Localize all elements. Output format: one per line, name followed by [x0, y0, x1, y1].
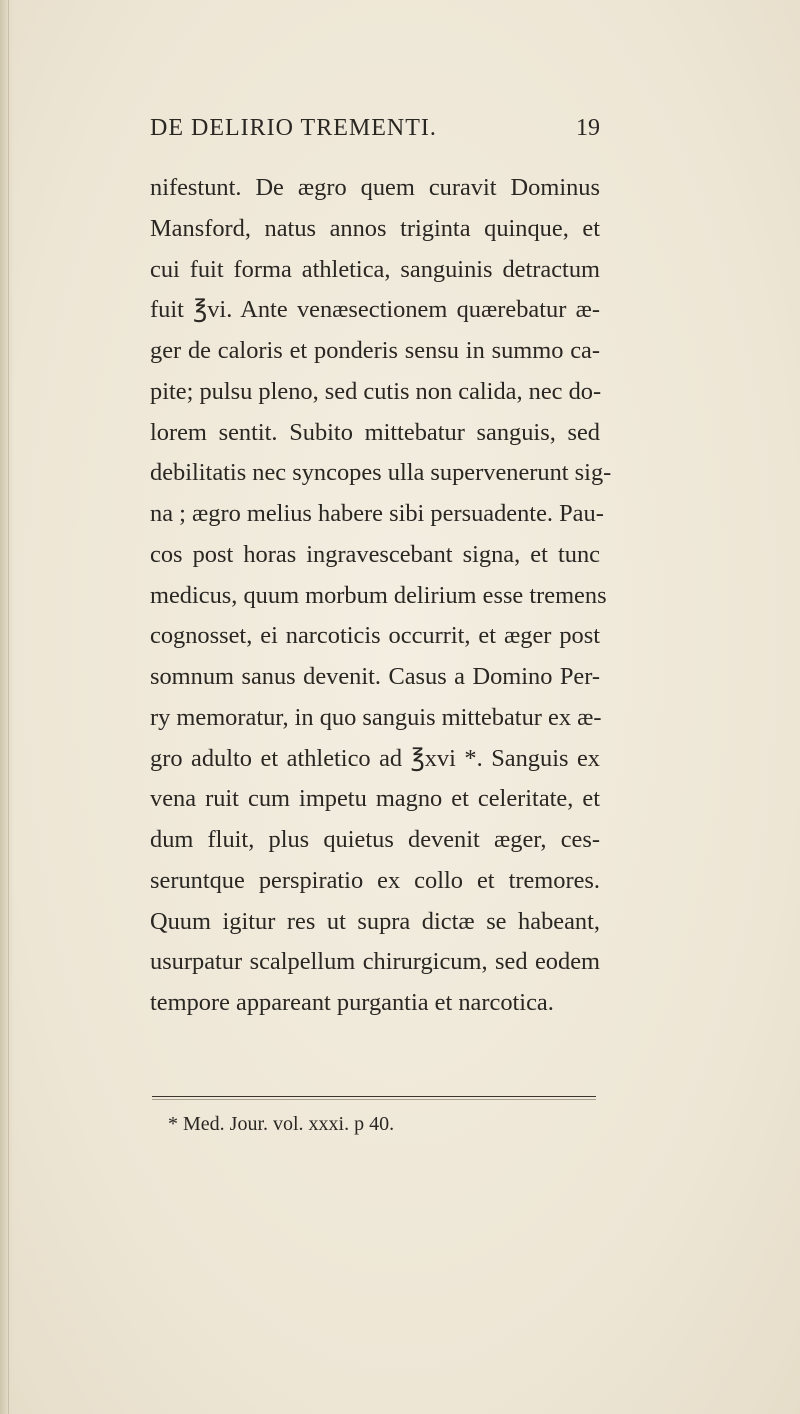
text-line: ger de caloris et ponderis sensu in summo ca-: [150, 337, 600, 364]
text-line: cognosset, ei narcoticis occurrit, et æger post: [150, 622, 600, 650]
text-line: vena ruit cum impetu magno et celeritate, et: [150, 785, 600, 813]
text-line: fuit ℥vi. Ante venæsectionem quærebatur æ-: [150, 296, 600, 324]
footnote-rule-shadow: [152, 1099, 596, 1100]
body-paragraph: [150, 168, 612, 1024]
text-line: gro adulto et athletico ad ℥xvi *. Sanguis ex: [150, 744, 600, 772]
page-gutter-edge: [8, 0, 9, 1414]
text-line: cui fuit forma athletica, sanguinis detractum: [150, 255, 600, 283]
text-line: cos post horas ingravescebant signa, et tunc: [150, 540, 600, 568]
page-number: 19: [576, 115, 600, 141]
text-line: somnum sanus devenit. Casus a Domino Per-: [150, 663, 600, 690]
text-line: nifestunt. De ægro quem curavit Dominus: [150, 174, 600, 201]
page-gutter-shadow: [0, 0, 14, 1414]
text-line: lorem sentit. Subito mittebatur sanguis, sed: [150, 418, 600, 446]
footnote: * Med. Jour. vol. xxxi. p 40.: [168, 1113, 395, 1135]
text-line: ry memoratur, in quo sanguis mittebatur ex æ-: [150, 703, 602, 731]
text-line: dum fluit, plus quietus devenit æger, ces-: [150, 826, 600, 853]
text-line: na ; ægro melius habere sibi persuadente. Pau-: [150, 500, 604, 527]
running-head-title: DE DELIRIO TREMENTI.: [150, 115, 437, 141]
running-head: [150, 115, 600, 149]
text-line: Mansford, natus annos triginta quinque, et: [150, 214, 600, 242]
text-line: Quum igitur res ut supra dictæ se habeant,: [150, 907, 600, 935]
footnote-rule: [152, 1096, 596, 1097]
text-line: debilitatis nec syncopes ulla supervenerunt sig-: [150, 459, 612, 487]
text-line: usurpatur scalpellum chirurgicum, sed eodem: [150, 948, 600, 976]
text-line: pite; pulsu pleno, sed cutis non calida, nec do-: [150, 377, 602, 405]
text-line: medicus, quum morbum delirium esse tremens: [150, 581, 607, 609]
text-line: tempore appareant purgantia et narcotica.: [150, 989, 554, 1016]
text-line: seruntque perspiratio ex collo et tremores.: [150, 866, 600, 894]
